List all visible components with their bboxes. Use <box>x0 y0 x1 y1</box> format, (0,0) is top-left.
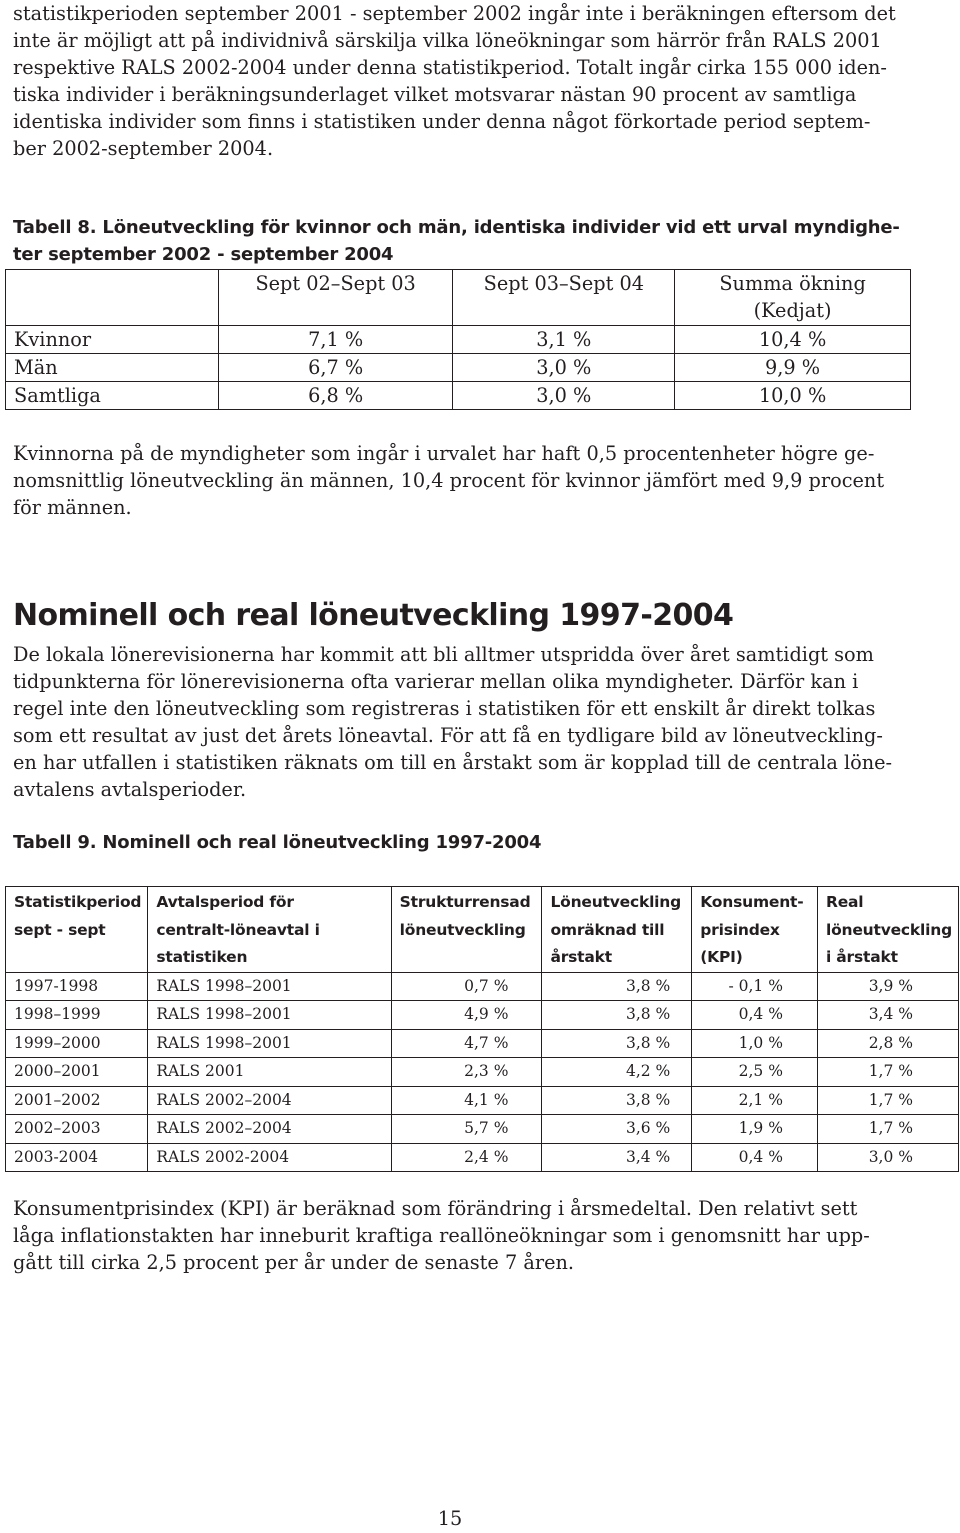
text-line: nomsnittlig löneutveckling än männen, 10,4 procent för kvinnor jämfört med 9,9 procent <box>13 469 885 492</box>
row-label: Män <box>6 354 219 382</box>
table-row <box>6 1058 959 1087</box>
cell: 10,0 % <box>675 382 911 410</box>
cell: 6,8 % <box>218 382 453 410</box>
cell: - 0,1 % <box>692 972 818 1001</box>
text-line: respektive RALS 2002-2004 under denna statistikperiod. Totalt ingår cirka 155 000 iden- <box>13 56 887 79</box>
cell: 2002–2003 <box>6 1115 148 1144</box>
table-row <box>6 1086 959 1115</box>
table-row <box>6 1001 959 1030</box>
header-cell: Sept 03–Sept 04 <box>453 270 675 326</box>
cell: RALS 1998–2001 <box>148 1001 391 1030</box>
table-row <box>6 326 911 354</box>
cell: 1,0 % <box>692 1029 818 1058</box>
cell: 10,4 % <box>675 326 911 354</box>
text-line: identiska individer som finns i statistiken under denna något förkortade period septem- <box>13 110 871 133</box>
table-row <box>6 972 959 1001</box>
cell: 1,9 % <box>692 1115 818 1144</box>
cell: 3,1 % <box>453 326 675 354</box>
section-paragraph <box>13 641 943 803</box>
header-cell <box>6 270 219 326</box>
caption-line: Tabell 8. Löneutveckling för kvinnor och män, identiska individer vid ett urval myndighe- <box>13 217 900 238</box>
cell: 2000–2001 <box>6 1058 148 1087</box>
section-heading: Nominell och real löneutveckling 1997-2004 <box>13 598 734 633</box>
text-line: inte är möjligt att på individnivå särskilja vilka löneökningar som härrör från RALS 2001 <box>13 29 882 52</box>
cell: 2,1 % <box>692 1086 818 1115</box>
cell: 1,7 % <box>817 1086 958 1115</box>
cell: 3,0 % <box>453 354 675 382</box>
cell: 5,7 % <box>391 1115 542 1144</box>
cell: 2,3 % <box>391 1058 542 1087</box>
text-line: låga inflationstakten har inneburit kraftiga reallöneökningar som i genomsnitt har upp- <box>13 1224 870 1247</box>
cell: 3,8 % <box>542 1086 692 1115</box>
text-line: regel inte den löneutveckling som registreras i statistiken för ett enskilt år direkt tolkas <box>13 697 876 720</box>
cell: 7,1 % <box>218 326 453 354</box>
cell: 0,4 % <box>692 1001 818 1030</box>
table8-caption <box>13 214 943 268</box>
cell: RALS 2002–2004 <box>148 1086 391 1115</box>
text-line: ber 2002-september 2004. <box>13 137 274 160</box>
cell: 4,2 % <box>542 1058 692 1087</box>
table-row <box>6 1143 959 1172</box>
text-line: för männen. <box>13 496 132 519</box>
table-row <box>6 382 911 410</box>
table-row <box>6 354 911 382</box>
header-cell: Statistikperiod sept - sept <box>6 887 148 973</box>
cell: 1,7 % <box>817 1115 958 1144</box>
table9 <box>5 886 959 1172</box>
cell: 1998–1999 <box>6 1001 148 1030</box>
table-header-row <box>6 270 911 326</box>
header-cell: Avtalsperiod för centralt-löneavtal i statistiken <box>148 887 391 973</box>
header-cell: Summa ökning (Kedjat) <box>675 270 911 326</box>
cell: RALS 1998–2001 <box>148 972 391 1001</box>
cell: 1997-1998 <box>6 972 148 1001</box>
cell: 3,4 % <box>542 1143 692 1172</box>
cell: 2,4 % <box>391 1143 542 1172</box>
caption-line: ter september 2002 - september 2004 <box>13 244 394 265</box>
cell: 4,7 % <box>391 1029 542 1058</box>
header-cell: Real löneutveckling i årstakt <box>817 887 958 973</box>
text-line: Kvinnorna på de myndigheter som ingår i urvalet har haft 0,5 procentenheter högre ge- <box>13 442 875 465</box>
table-row <box>6 1029 959 1058</box>
cell: 3,8 % <box>542 1001 692 1030</box>
cell: 3,9 % <box>817 972 958 1001</box>
cell: 3,4 % <box>817 1001 958 1030</box>
caption-line: Tabell 9. Nominell och real löneutveckling 1997-2004 <box>13 832 542 853</box>
cell: 2,8 % <box>817 1029 958 1058</box>
cell: RALS 2001 <box>148 1058 391 1087</box>
text-line: Konsumentprisindex (KPI) är beräknad som förändring i årsmedeltal. Den relativt sett <box>13 1197 858 1220</box>
cell: 4,1 % <box>391 1086 542 1115</box>
cell: 1999–2000 <box>6 1029 148 1058</box>
text-line: tiska individer i beräkningsunderlaget vilket motsvarar nästan 90 procent av samtliga <box>13 83 857 106</box>
table9-caption <box>13 829 943 856</box>
table8-comment-paragraph <box>13 440 943 521</box>
header-cell: Strukturrensad löneutveckling <box>391 887 542 973</box>
cell: 4,9 % <box>391 1001 542 1030</box>
row-label: Samtliga <box>6 382 219 410</box>
header-cell: Sept 02–Sept 03 <box>218 270 453 326</box>
header-cell: Konsument-prisindex (KPI) <box>692 887 818 973</box>
cell: 3,0 % <box>817 1143 958 1172</box>
table-row <box>6 1115 959 1144</box>
text-line: som ett resultat av just det årets löneavtal. För att få en tydligare bild av löneutveckling- <box>13 724 883 747</box>
cell: RALS 1998–2001 <box>148 1029 391 1058</box>
text-line: statistikperioden september 2001 - september 2002 ingår inte i beräkningen eftersom det <box>13 2 896 25</box>
text-line: gått till cirka 2,5 procent per år under de senaste 7 åren. <box>13 1251 575 1274</box>
cell: 2003-2004 <box>6 1143 148 1172</box>
intro-paragraph <box>13 0 943 162</box>
cell: 2001–2002 <box>6 1086 148 1115</box>
page-number: 15 <box>437 1507 463 1530</box>
text-line: tidpunkterna för lönerevisionerna ofta varierar mellan olika myndigheter. Därför kan i <box>13 670 859 693</box>
kpi-paragraph <box>13 1195 943 1276</box>
cell: 3,8 % <box>542 972 692 1001</box>
cell: 9,9 % <box>675 354 911 382</box>
cell: 0,7 % <box>391 972 542 1001</box>
cell: 1,7 % <box>817 1058 958 1087</box>
cell: RALS 2002–2004 <box>148 1115 391 1144</box>
cell: 3,6 % <box>542 1115 692 1144</box>
text-line: De lokala lönerevisionerna har kommit att bli alltmer utspridda över året samtidigt som <box>13 643 874 666</box>
cell: 3,0 % <box>453 382 675 410</box>
table-header-row <box>6 887 959 973</box>
table8 <box>5 269 911 410</box>
header-cell: Löneutveckling omräknad till årstakt <box>542 887 692 973</box>
cell: 6,7 % <box>218 354 453 382</box>
cell: RALS 2002-2004 <box>148 1143 391 1172</box>
cell: 0,4 % <box>692 1143 818 1172</box>
text-line: avtalens avtalsperioder. <box>13 778 247 801</box>
row-label: Kvinnor <box>6 326 219 354</box>
cell: 2,5 % <box>692 1058 818 1087</box>
cell: 3,8 % <box>542 1029 692 1058</box>
text-line: en har utfallen i statistiken räknats om till en årstakt som är kopplad till de centrala löne- <box>13 751 893 774</box>
